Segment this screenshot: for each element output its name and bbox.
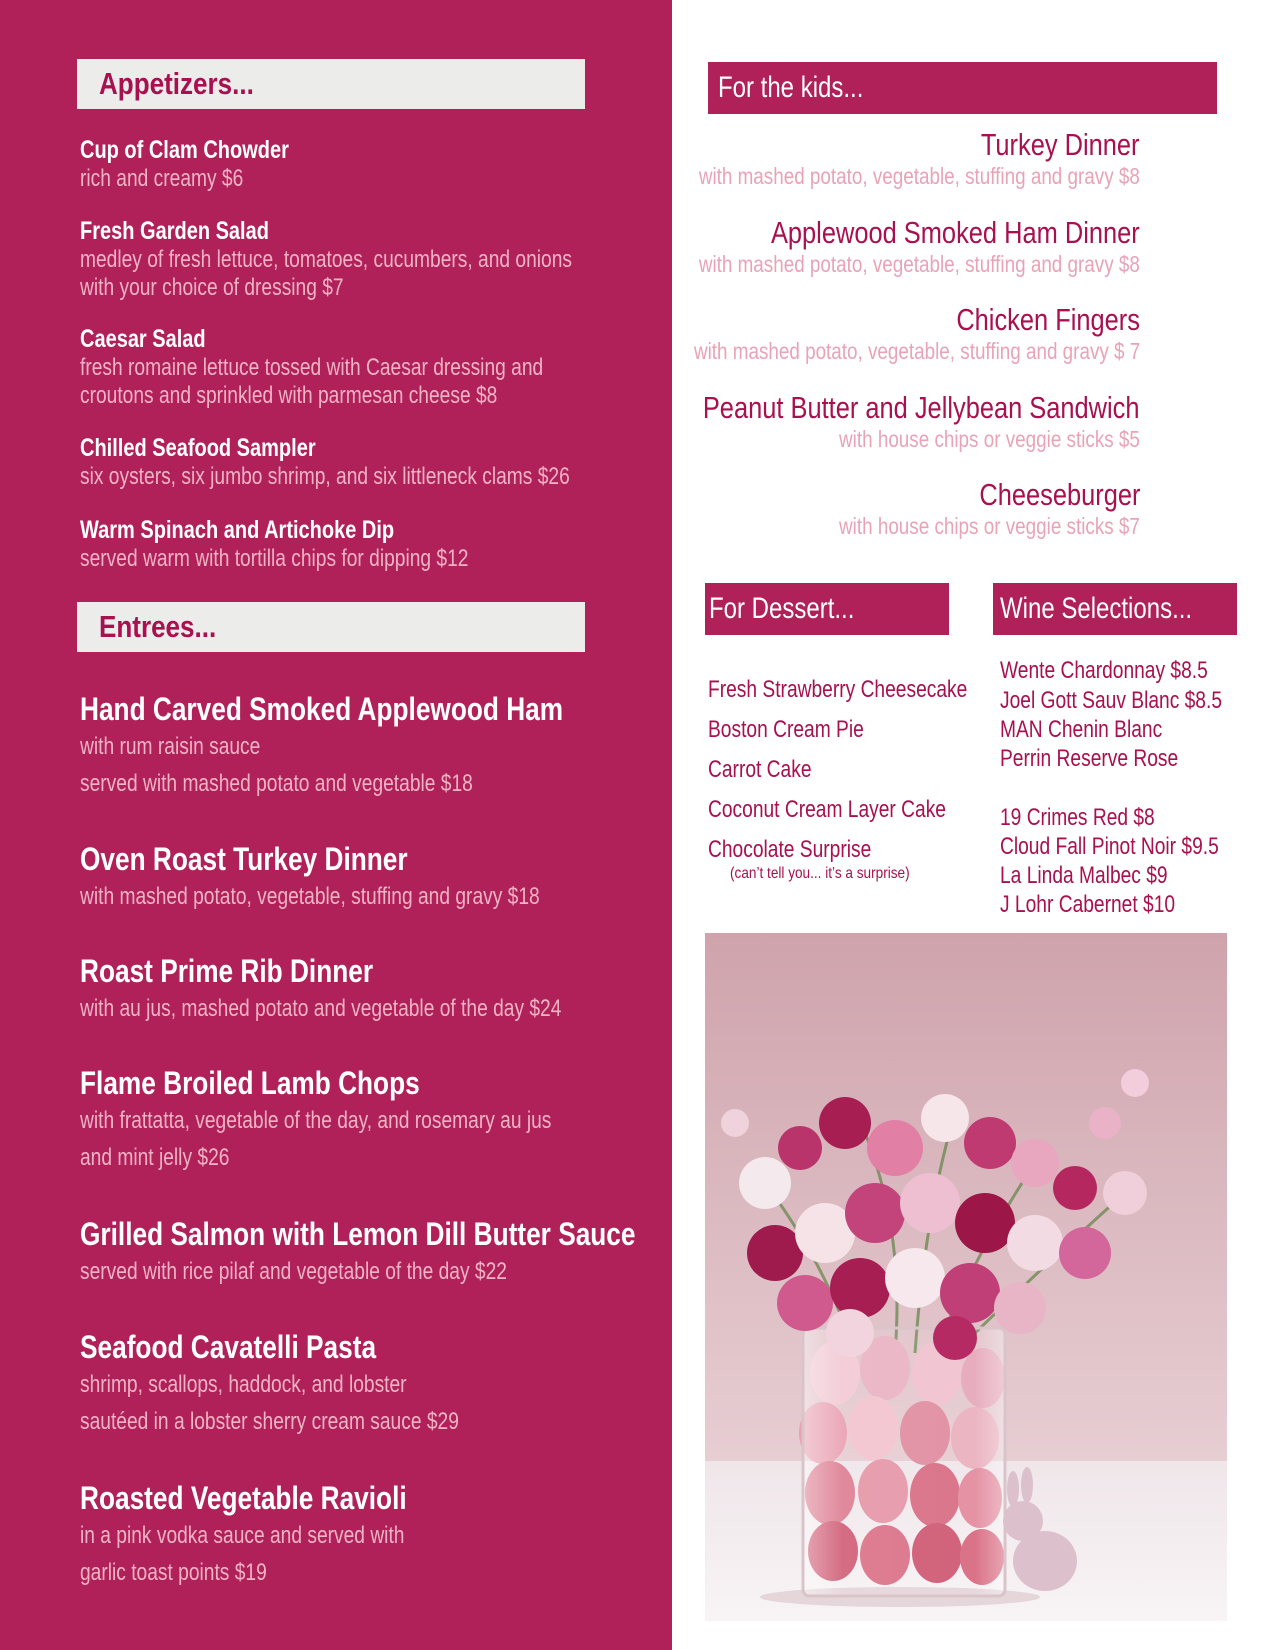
dessert-item-label: Fresh Strawberry Cheesecake	[708, 676, 968, 703]
menu-item	[80, 952, 680, 1027]
item-desc: served with mashed potato and vegetable $18	[80, 770, 473, 797]
wine-header	[993, 583, 1237, 635]
wine-item-label: Wente Chardonnay $8.5	[1000, 657, 1208, 684]
kids-item	[580, 390, 1140, 453]
kids-item	[580, 215, 1140, 278]
wine-item	[1000, 716, 1203, 744]
wine-item-label: Cloud Fall Pinot Noir $9.5	[1000, 833, 1219, 860]
dessert-item	[708, 796, 1005, 824]
item-name: Warm Spinach and Artichoke Dip	[80, 516, 395, 544]
item-desc: with mashed potato, vegetable, stuffing and gravy $ 7	[693, 338, 1140, 364]
wine-item-label: J Lohr Cabernet $10	[1000, 891, 1176, 918]
wine-item-label: MAN Chenin Blanc	[1000, 716, 1163, 743]
item-desc: with mashed potato, vegetable, stuffing and gravy $18	[80, 883, 540, 910]
wine-item	[1000, 833, 1273, 861]
menu-item	[80, 1479, 680, 1591]
flower-vase-illustration	[705, 933, 1227, 1621]
menu-item	[80, 1215, 680, 1290]
item-desc: with rum raisin sauce	[80, 733, 261, 760]
item-desc: six oysters, six jumbo shrimp, and six littleneck clams $26	[80, 463, 570, 490]
kids-header	[708, 62, 1217, 114]
item-name: Oven Roast Turkey Dinner	[80, 841, 408, 877]
item-name: Cup of Clam Chowder	[80, 136, 289, 164]
item-desc: sautéed in a lobster sherry cream sauce $29	[80, 1408, 459, 1435]
item-desc: served with rice pilaf and vegetable of the day $22	[80, 1258, 507, 1285]
wine-item-label: 19 Crimes Red $8	[1000, 804, 1155, 831]
kids-item	[580, 477, 1140, 540]
item-desc: rich and creamy $6	[80, 165, 244, 192]
wine-item-label: La Linda Malbec $9	[1000, 862, 1168, 889]
item-name: Flame Broiled Lamb Chops	[80, 1065, 420, 1101]
item-name: Seafood Cavatelli Pasta	[80, 1329, 377, 1365]
item-desc: with au jus, mashed potato and vegetable of the day $24	[80, 995, 562, 1022]
dessert-item-label: Coconut Cream Layer Cake	[708, 796, 946, 823]
dessert-item	[708, 676, 1032, 704]
appetizers-header-label: Appetizers...	[99, 66, 254, 101]
item-desc: fresh romaine lettuce tossed with Caesar dressing and	[80, 354, 544, 381]
item-name: Caesar Salad	[80, 325, 206, 353]
item-desc: served warm with tortilla chips for dipping $12	[80, 545, 469, 572]
item-name: Peanut Butter and Jellybean Sandwich	[703, 390, 1140, 425]
item-desc: with house chips or veggie sticks $5	[839, 426, 1140, 452]
item-name: Hand Carved Smoked Applewood Ham	[80, 691, 564, 727]
kids-item	[580, 302, 1140, 365]
item-desc: with mashed potato, vegetable, stuffing and gravy $8	[698, 251, 1140, 277]
item-desc: in a pink vodka sauce and served with	[80, 1522, 405, 1549]
dessert-header	[705, 583, 949, 635]
easter-flowers-photo	[705, 933, 1227, 1621]
item-desc: with house chips or veggie sticks $7	[839, 513, 1140, 539]
item-desc: croutons and sprinkled with parmesan cheese $8	[80, 382, 498, 409]
item-name: Grilled Salmon with Lemon Dill Butter Sauce	[80, 1216, 636, 1252]
item-desc: with mashed potato, vegetable, stuffing and gravy $8	[698, 163, 1140, 189]
kids-item	[580, 127, 1140, 190]
item-name: Fresh Garden Salad	[80, 217, 269, 245]
dessert-item-label: Chocolate Surprise	[708, 836, 872, 863]
item-desc: with your choice of dressing $7	[80, 274, 344, 301]
dessert-note	[730, 865, 941, 883]
wine-item	[1000, 745, 1223, 773]
entrees-header	[77, 602, 585, 652]
wine-item	[1000, 804, 1193, 832]
dessert-item	[708, 836, 912, 864]
wine-item-label: Perrin Reserve Rose	[1000, 745, 1179, 772]
item-name: Applewood Smoked Ham Dinner	[771, 215, 1140, 250]
appetizers-header	[77, 59, 585, 109]
dessert-item-label: Carrot Cake	[708, 756, 812, 783]
dessert-item	[708, 716, 903, 744]
item-desc: medley of fresh lettuce, tomatoes, cucumbers, and onions	[80, 246, 572, 273]
kids-header-label: For the kids...	[718, 71, 864, 104]
menu-item	[80, 1328, 680, 1440]
item-desc: and mint jelly $26	[80, 1144, 230, 1171]
item-desc: shrimp, scallops, haddock, and lobster	[80, 1371, 407, 1398]
item-desc: with frattatta, vegetable of the day, and rosemary au jus	[80, 1107, 552, 1134]
wine-item	[1000, 687, 1275, 715]
wine-item	[1000, 862, 1209, 890]
menu-item	[80, 1064, 680, 1176]
item-name: Roast Prime Rib Dinner	[80, 953, 374, 989]
dessert-item-label: Boston Cream Pie	[708, 716, 864, 743]
item-name: Cheeseburger	[978, 477, 1140, 512]
menu-item	[80, 840, 680, 915]
item-name: Turkey Dinner	[981, 127, 1140, 162]
wine-item	[1000, 891, 1219, 919]
wine-header-label: Wine Selections...	[1000, 592, 1193, 625]
entrees-header-label: Entrees...	[99, 609, 217, 644]
item-name: Roasted Vegetable Ravioli	[80, 1480, 407, 1516]
menu-item	[80, 690, 680, 802]
wine-item-label: Joel Gott Sauv Blanc $8.5	[1000, 687, 1222, 714]
dessert-item	[708, 756, 837, 784]
dessert-note-label: (can’t tell you... it’s a surprise)	[730, 865, 910, 882]
item-name: Chilled Seafood Sampler	[80, 434, 316, 462]
wine-item	[1000, 657, 1260, 685]
item-name: Chicken Fingers	[956, 302, 1140, 337]
item-desc: garlic toast points $19	[80, 1559, 267, 1586]
dessert-header-label: For Dessert...	[709, 592, 855, 625]
